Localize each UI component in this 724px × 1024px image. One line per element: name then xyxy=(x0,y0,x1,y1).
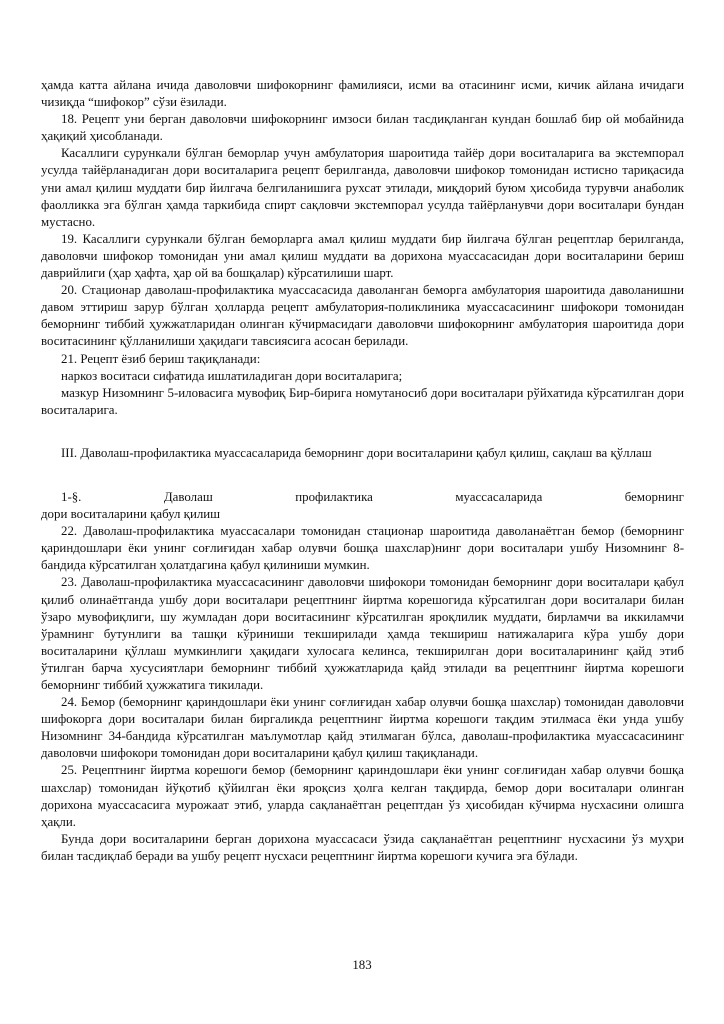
paragraph-item-23: 23. Даволаш-профилактика муассасасининг даволовчи шифокори томонидан беморнинг дори воситалари қабул қилиб олинаётганда ушбу дори воситалари рецептнинг йиртма корешогида кўрсатилган дори воситалари билан ўзаро мувофиқлиги, шу жумладан дори воситасининг кўрсатилган яроқлилик муддати, бирламчи ва иккиламчи ўрамнинг бутунлиги ва ташқи кўриниши текширилади ҳамда текшириш натижаларига кўра ушбу дори воситаларини қўллаш мумкинлиги ҳақидаги хулосага келинса, текширилган дори воситаларининг қайд этиб ўтилган барча хусусиятлари беморнинг тиббий ҳужжатларида қайд этилади ва рецептнинг йиртма корешоги беморнинг тиббий ҳужжатига тикилади. xyxy=(41,575,684,692)
paragraph-item-20: 20. Стационар даволаш-профилактика муассасасида даволанган беморга амбулатория шароитида даволанишни давом эттириш зарур бўлган ҳолларда рецепт амбулатория-поликлиника муассасасининг шифокори томонидан беморнинг тиббий ҳужжатларидан олинган кўчирмасидаги даволовчи шифокорнинг амбулатория шароитида дори воситасининг қўлланилиши ҳақидаги тавсиясига асосан берилади. xyxy=(41,283,684,349)
paragraph-item-18: 18. Рецепт уни берган даволовчи шифокорнинг имзоси билан тасдиқланган кундан бошлаб бир ой мобайнида ҳақиқий ҳисобланади. xyxy=(41,112,684,144)
paragraph-item-19: 19. Касаллиги сурункали бўлган беморларга амал қилиш муддати бир йилгача бўлган рецептлар берилганда, даволовчи шифокор томонидан уни амал қилиш муддати ва дорихона муассасасидан дори воситаларини бериш даврийлиги (ҳар ҳафта, ҳар ой ва бошқалар) кўрсатилиши шарт. xyxy=(41,231,684,281)
section-heading: III. Даволаш-профилактика муассасаларида беморнинг дори воситаларини қабул қилиш, сақлаш ва қўллаш xyxy=(61,445,652,460)
subsection-word: профилактика xyxy=(295,489,373,504)
page-content xyxy=(41,77,684,865)
paragraph-continuation: ҳамда катта айлана ичида даволовчи шифокорнинг фамилияси, исми ва отасининг исми, кичик айлана ичидаги чизиқда “шифокор” сўзи ёзилади. xyxy=(41,78,684,110)
subsection-heading xyxy=(41,489,684,506)
subsection-heading-continuation: дори воситаларини қабул қилиш xyxy=(41,507,221,522)
paragraph-item-22: 22. Даволаш-профилактика муассасалари томонидан стационар шароитида даволанаётган бемор (беморнинг қариндошлари ёки унинг соғлиғидан хабар олувчи бошқа шахслар)нинг дори воситалари ушбу Низомнинг 8-бандида кўрсатилган ҳолатдагина қабул қилиниши мумкин. xyxy=(41,524,684,573)
subsection-word: беморнинг xyxy=(624,489,684,504)
subsection-word: муассасаларида xyxy=(455,489,543,504)
paragraph-item-25: 25. Рецептнинг йиртма корешоги бемор (беморнинг қариндошлари ёки унинг соғлиғидан хабар олувчи бошқа шахслар) томонидан йўқотиб қўйилган ёки яроқсиз ҳолга келган тақдирда, бемор дори воситалари олинган дорихона муассасасига мурожаат этиб, уларда сақланаётган рецептдан ўз ҳисобидан кўчирма нусхасини олишга ҳақли. xyxy=(41,763,684,829)
subsection-word: 1-§. xyxy=(61,489,82,504)
paragraph-item-24: 24. Бемор (беморнинг қариндошлари ёки унинг соғлиғидан хабар олувчи бошқа шахслар) томонидан даволовчи шифокорга дори воситалари билан биргаликда рецептнинг йиртма корешоги тақдим этилмаса ёки унда ушбу Низомнинг 34-бандида кўрсатилган маълумотлар қайд этилмаган бўлса, даволаш-профилактика муассасасининг даволовчи шифокори томонидан дори воситаларини қабул қилиш тақиқланади. xyxy=(41,695,684,761)
subsection-word: Даволаш xyxy=(163,489,213,504)
paragraph-item-21: 21. Рецепт ёзиб бериш тақиқланади: xyxy=(61,351,261,366)
paragraph-chronic-patients: Касаллиги сурункали бўлган беморлар учун амбулатория шароитида тайёр дори воситаларига ва экстемпорал усулда тайёрланадиган дори воситаларига рецепт берилганда, даволовчи шифокор томонидан истисно тариқасида уни амал қилиш муддати бир йилгача белгиланишига рухсат этилади, миқдорий буюм ҳисобида турувчи анаболик фаолликка эга бўлган ҳамда таркибида спирт сақловчи экстемпорал усулда тайёрланувчи дори воситалари бундан мустасно. xyxy=(41,146,684,229)
page-number: 183 xyxy=(352,958,372,972)
paragraph-item-21-a: наркоз воситаси сифатида ишлатиладиган дори воситаларига; xyxy=(61,368,403,383)
paragraph-item-21-b: мазкур Низомнинг 5-иловасига мувофиқ Бир-бирига номутаносиб дори воситалари рўйхатида кўрсатилган дори воситаларига. xyxy=(41,385,684,417)
paragraph-final: Бунда дори воситаларини берган дорихона муассасаси ўзида сақланаётган рецептнинг нусхасини ўз муҳри билан тасдиқлаб беради ва ушбу рецепт нусхаси рецептнинг йиртма корешоги кучига эга бўлади. xyxy=(41,831,684,863)
